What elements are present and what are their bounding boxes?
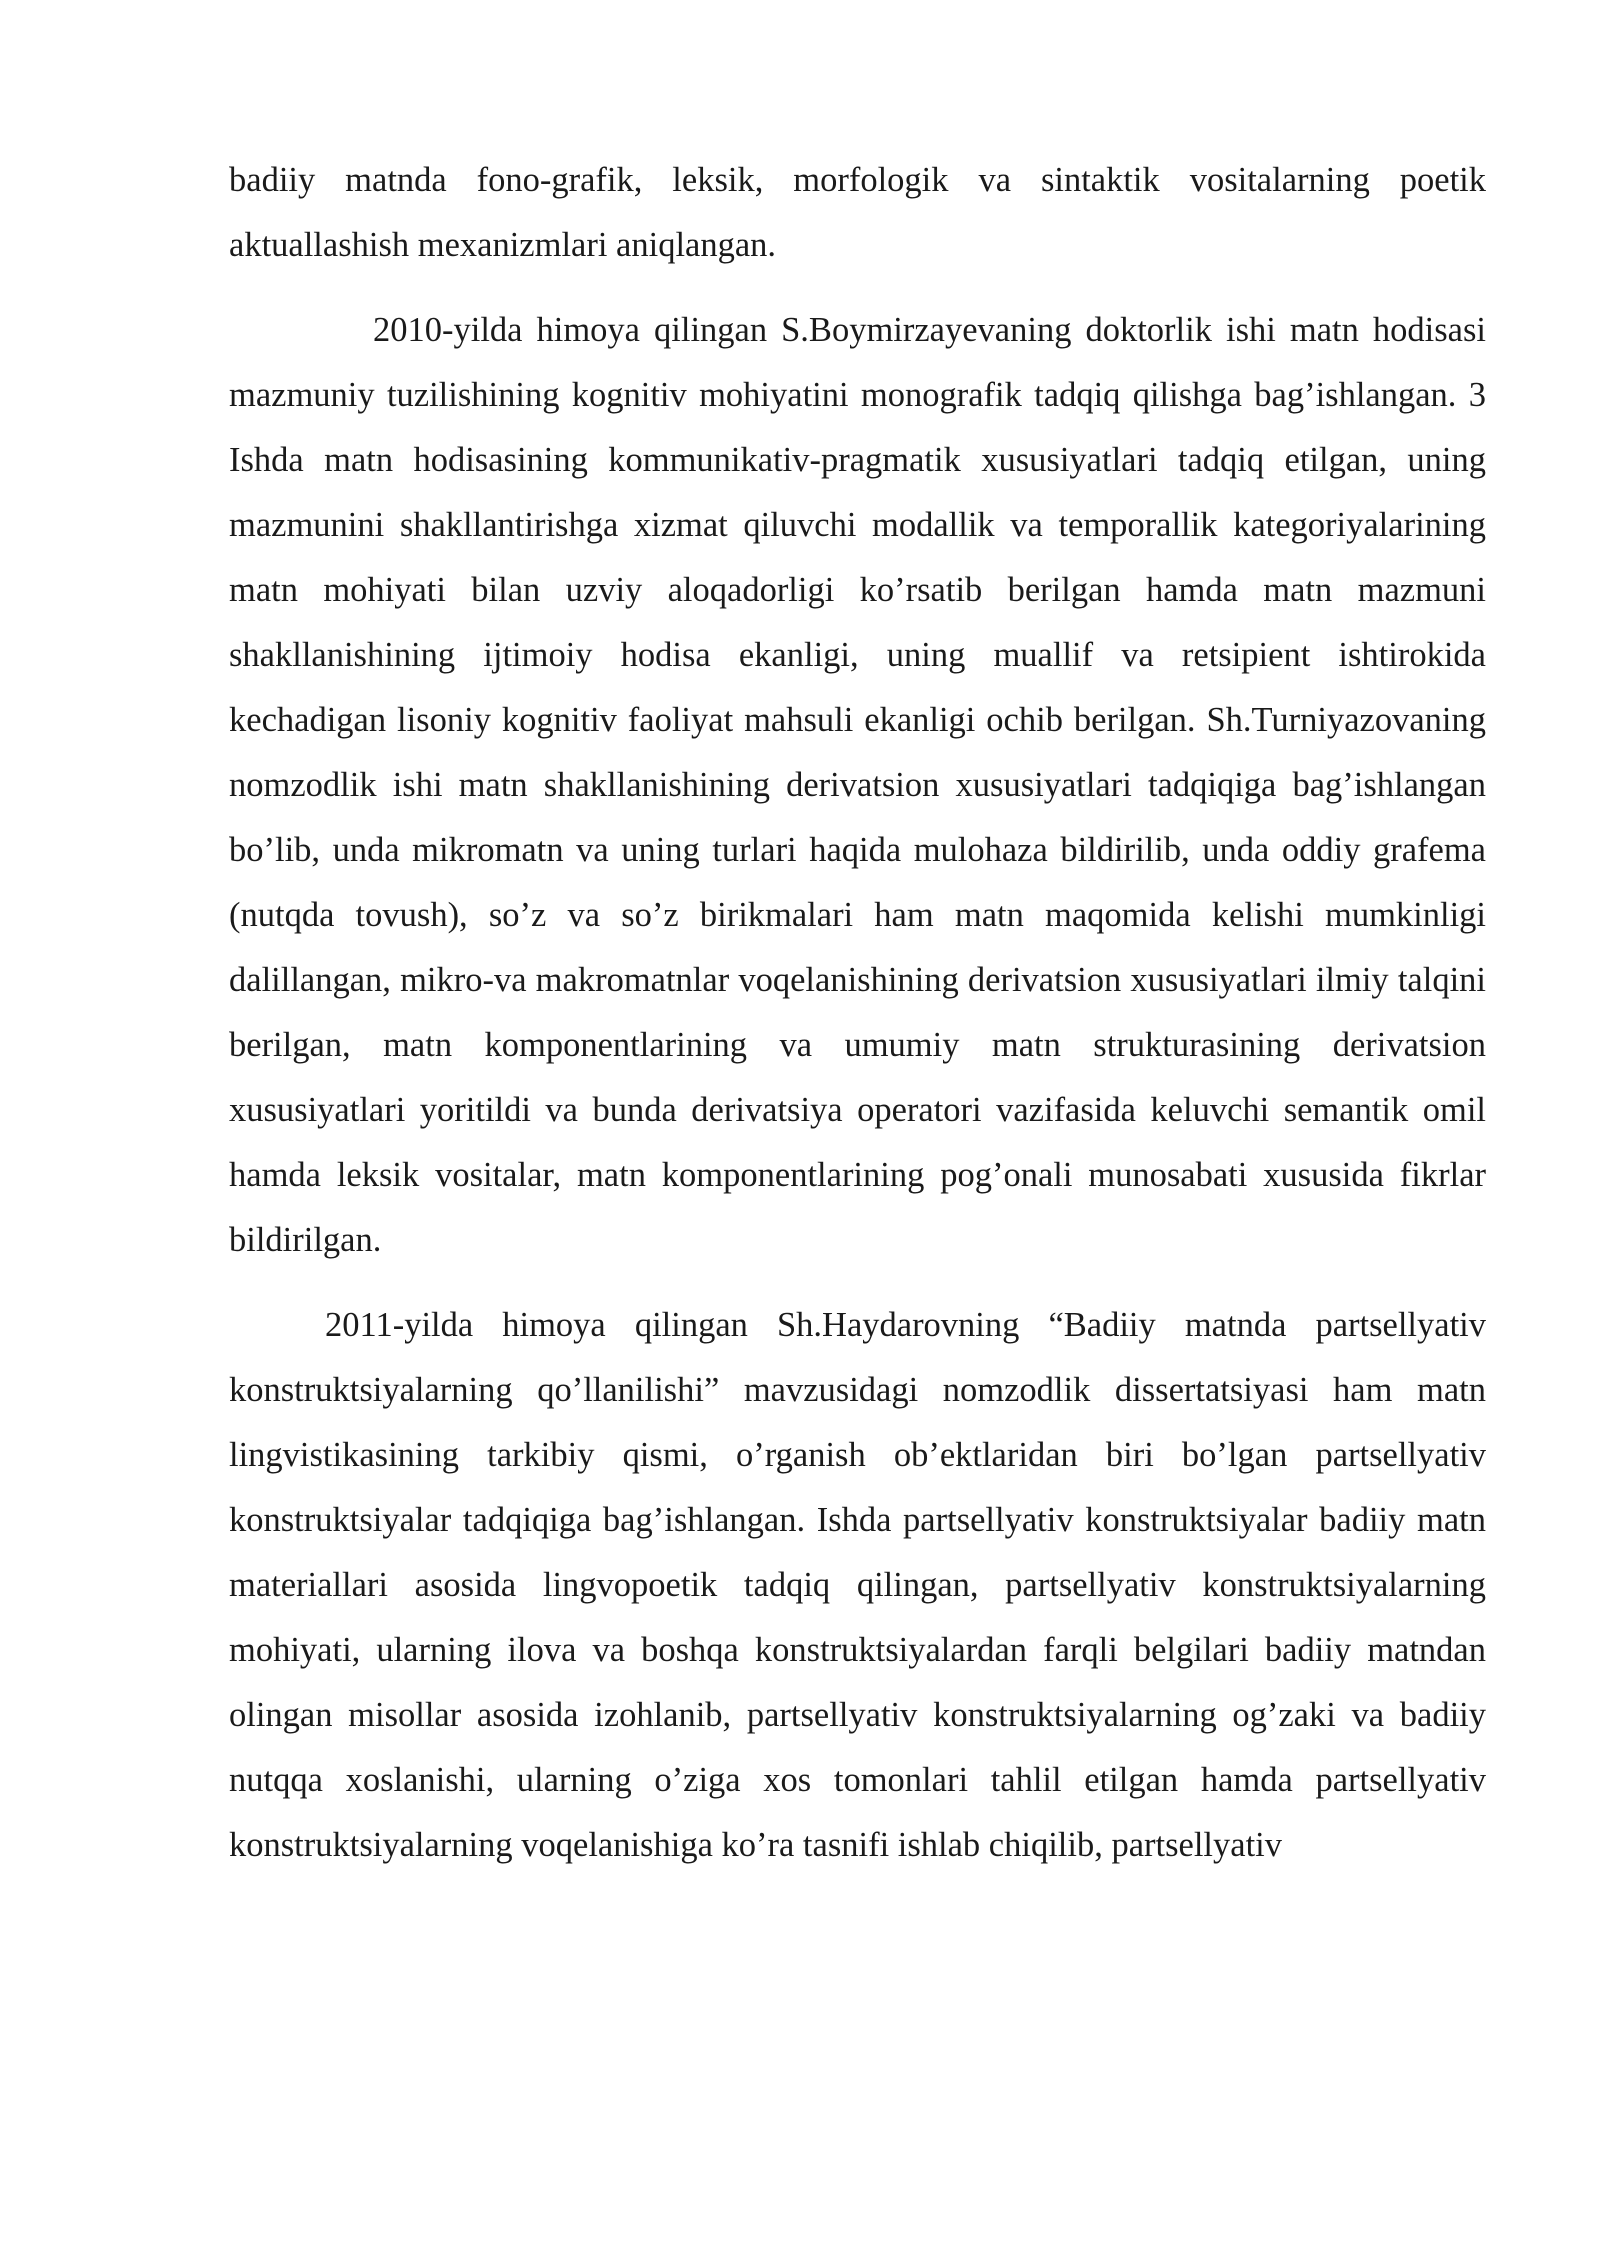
paragraph-3: 2011-yilda himoya qilingan Sh.Haydarovning “Badiiy matnda partsellyativ konstruktsiyalarning qo’llanilishi” mavzusidagi nomzodlik dissertatsiyasi ham matn lingvistikasining tarkibiy qismi, o’rganish ob’ektlaridan biri bo’lgan partsellyativ konstruktsiyalar tadqiqiga bag’ishlangan. Ishda partsellyativ konstruktsiyalar badiiy matn materiallari asosida lingvopoetik tadqiq qilingan, partsellyativ konstruktsiyalarning mohiyati, ularning ilova va boshqa konstruktsiyalardan farqli belgilari badiiy matndan olingan misollar asosida izohlanib, partsellyativ konstruktsiyalarning og’zaki va badiiy nutqqa xoslanishi, ularning o’ziga xos tomonlari tahlil etilgan hamda partsellyativ konstruktsiyalarning voqelanishiga ko’ra tasnifi ishlab chiqilib, partsellyativ [229, 1306, 1486, 1864]
paragraph-2: 2010-yilda himoya qilingan S.Boymirzayevaning doktorlik ishi matn hodisasi mazmuniy tuzilishining kognitiv mohiyatini monografik tadqiq qilishga bag’ishlangan. 3 Ishda matn hodisasining kommunikativ-pragmatik xususiyatlari tadqiq etilgan, uning mazmunini shakllantirishga xizmat qiluvchi modallik va temporallik kategoriyalarining matn mohiyati bilan uzviy aloqadorligi ko’rsatib berilgan hamda matn mazmuni shakllanishining ijtimoiy hodisa ekanligi, uning muallif va retsipient ishtirokida kechadigan lisoniy kognitiv faoliyat mahsuli ekanligi ochib berilgan. Sh.Turniyazovaning nomzodlik ishi matn shakllanishining derivatsion xususiyatlari tadqiqiga bag’ishlangan bo’lib, unda mikromatn va uning turlari haqida mulohaza bildirilib, unda oddiy grafema (nutqda tovush), so’z va so’z birikmalari ham matn maqomida kelishi mumkinligi dalillangan, mikro-va makromatnlar voqelanishining derivatsion xususiyatlari ilmiy talqini berilgan, matn komponentlarining va umumiy matn strukturasining derivatsion xususiyatlari yoritildi va bunda derivatsiya operatori vazifasida keluvchi semantik omil hamda leksik vositalar, matn komponentlarining pog’onali munosabati xususida fikrlar bildirilgan. [229, 311, 1486, 1259]
body-text [229, 148, 1486, 1878]
paragraph-1: badiiy matnda fono-grafik, leksik, morfologik va sintaktik vositalarning poetik aktuallashish mexanizmlari aniqlangan. [229, 161, 1486, 264]
